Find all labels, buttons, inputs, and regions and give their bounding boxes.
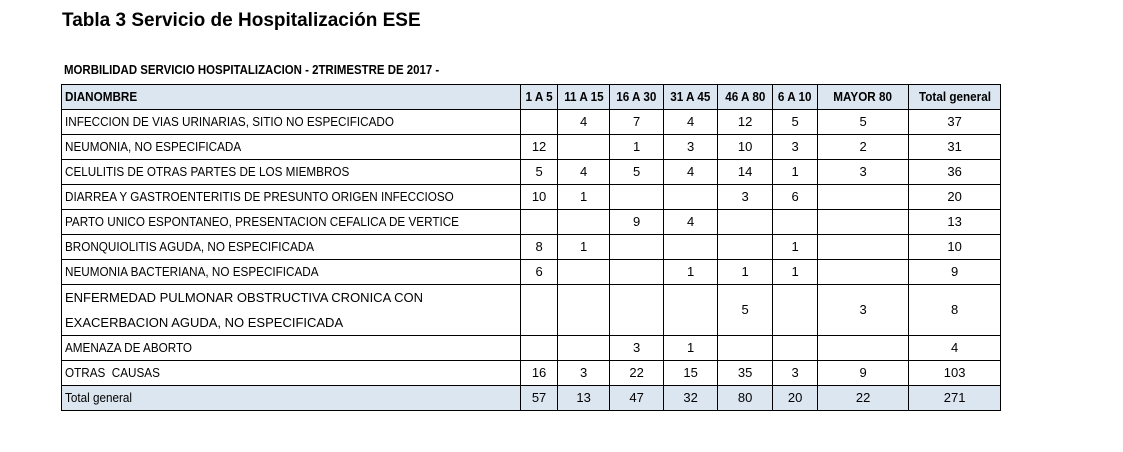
table-cell: 1	[773, 260, 818, 285]
table-cell: 5	[610, 160, 664, 185]
table-cell	[558, 135, 610, 160]
column-header-31-a-45: 31 A 45	[664, 85, 718, 110]
table-cell	[610, 185, 664, 210]
row-diagnosis-name: NEUMONIA, NO ESPECIFICADA	[62, 135, 521, 160]
table-cell: 32	[664, 386, 718, 411]
table-cell: 12	[521, 135, 558, 160]
column-header-11-a-15: 11 A 15	[558, 85, 610, 110]
row-total-cell: 103	[909, 361, 1001, 386]
row-total-cell: 36	[909, 160, 1001, 185]
table-cell: 22	[610, 361, 664, 386]
table-cell: 4	[664, 160, 718, 185]
table-cell: 3	[718, 185, 773, 210]
table-cell: 1	[718, 260, 773, 285]
table-row	[62, 336, 1001, 361]
table-cell	[558, 260, 610, 285]
table-cell: 5	[718, 285, 773, 336]
table-cell: 57	[521, 386, 558, 411]
row-diagnosis-name: OTRAS CAUSAS	[62, 361, 521, 386]
table-cell: 3	[558, 361, 610, 386]
column-header-mayor-80: MAYOR 80	[818, 85, 909, 110]
table-cell	[718, 235, 773, 260]
table-cell	[558, 210, 610, 235]
header-row	[62, 85, 1001, 110]
table-cell: 20	[773, 386, 818, 411]
table-cell: 5	[521, 160, 558, 185]
table-cell: 15	[664, 361, 718, 386]
table-cell: 13	[558, 386, 610, 411]
table-cell: 6	[773, 185, 818, 210]
table-cell: 10	[718, 135, 773, 160]
table-cell: 3	[610, 336, 664, 361]
row-total-cell: 31	[909, 135, 1001, 160]
table-cell: 4	[558, 110, 610, 135]
column-header-16-a-30: 16 A 30	[610, 85, 664, 110]
table-cell: 8	[521, 235, 558, 260]
row-total-cell: 10	[909, 235, 1001, 260]
table-cell	[521, 110, 558, 135]
table-cell: 4	[664, 110, 718, 135]
table-cell: 10	[521, 185, 558, 210]
table-cell	[521, 285, 558, 336]
column-header-total-general: Total general	[909, 85, 1001, 110]
table-row	[62, 110, 1001, 135]
row-diagnosis-name: INFECCION DE VIAS URINARIAS, SITIO NO ESPECIFICADO	[62, 110, 521, 135]
table-cell: 4	[558, 160, 610, 185]
table-row	[62, 185, 1001, 210]
table-cell	[818, 185, 909, 210]
table-cell: 47	[610, 386, 664, 411]
column-header-dianombre: DIANOMBRE	[62, 85, 521, 110]
row-diagnosis-name: BRONQUIOLITIS AGUDA, NO ESPECIFICADA	[62, 235, 521, 260]
total-row-label: Total general	[62, 386, 521, 411]
table-cell	[664, 235, 718, 260]
table-cell	[718, 210, 773, 235]
table-cell: 3	[773, 361, 818, 386]
table-cell	[558, 336, 610, 361]
row-diagnosis-name: ENFERMEDAD PULMONAR OBSTRUCTIVA CRONICA CON EXACERBACION AGUDA, NO ESPECIFICADA	[62, 285, 521, 336]
row-diagnosis-name: DIARREA Y GASTROENTERITIS DE PRESUNTO ORIGEN INFECCIOSO	[62, 185, 521, 210]
table-cell: 2	[818, 135, 909, 160]
table-row	[62, 235, 1001, 260]
table-cell: 14	[718, 160, 773, 185]
table-cell	[610, 260, 664, 285]
table-cell: 9	[610, 210, 664, 235]
table-row	[62, 210, 1001, 235]
table-row	[62, 135, 1001, 160]
table-cell: 1	[558, 185, 610, 210]
table-cell: 1	[664, 260, 718, 285]
table-cell	[718, 336, 773, 361]
table-caption: MORBILIDAD SERVICIO HOSPITALIZACION - 2TRIMESTRE DE 2017 -	[64, 62, 440, 77]
column-header-1-a-5: 1 A 5	[521, 85, 558, 110]
table-cell: 1	[773, 160, 818, 185]
row-diagnosis-name: CELULITIS DE OTRAS PARTES DE LOS MIEMBROS	[62, 160, 521, 185]
table-cell: 6	[521, 260, 558, 285]
table-cell: 80	[718, 386, 773, 411]
table-cell	[521, 336, 558, 361]
table-cell: 1	[558, 235, 610, 260]
table-cell	[818, 336, 909, 361]
table-cell	[521, 210, 558, 235]
table-row	[62, 361, 1001, 386]
total-row	[62, 386, 1001, 411]
table-cell: 12	[718, 110, 773, 135]
table-cell: 7	[610, 110, 664, 135]
table-cell: 3	[773, 135, 818, 160]
column-header-46-a-80: 46 A 80	[718, 85, 773, 110]
row-total-cell: 8	[909, 285, 1001, 336]
table-row	[62, 160, 1001, 185]
table-cell: 9	[818, 361, 909, 386]
morbidity-table	[61, 84, 1001, 411]
grand-total-cell: 271	[909, 386, 1001, 411]
row-diagnosis-name: NEUMONIA BACTERIANA, NO ESPECIFICADA	[62, 260, 521, 285]
table-cell	[818, 210, 909, 235]
table-cell: 1	[773, 235, 818, 260]
table-row	[62, 285, 1001, 336]
column-header-6-a-10: 6 A 10	[773, 85, 818, 110]
row-total-cell: 20	[909, 185, 1001, 210]
table-cell: 3	[664, 135, 718, 160]
table-cell: 35	[718, 361, 773, 386]
table-cell	[773, 336, 818, 361]
table-cell	[818, 260, 909, 285]
table-cell: 5	[818, 110, 909, 135]
table-cell	[558, 285, 610, 336]
row-total-cell: 4	[909, 336, 1001, 361]
table-cell	[773, 210, 818, 235]
row-diagnosis-name: AMENAZA DE ABORTO	[62, 336, 521, 361]
table-cell: 16	[521, 361, 558, 386]
table-cell: 3	[818, 285, 909, 336]
table-cell: 3	[818, 160, 909, 185]
table-cell	[610, 285, 664, 336]
row-total-cell: 13	[909, 210, 1001, 235]
table-cell	[610, 235, 664, 260]
row-total-cell: 9	[909, 260, 1001, 285]
table-row	[62, 260, 1001, 285]
table-cell	[773, 285, 818, 336]
table-cell: 1	[610, 135, 664, 160]
row-total-cell: 37	[909, 110, 1001, 135]
table-cell: 5	[773, 110, 818, 135]
row-diagnosis-name: PARTO UNICO ESPONTANEO, PRESENTACION CEFALICA DE VERTICE	[62, 210, 521, 235]
table-cell: 22	[818, 386, 909, 411]
table-cell: 1	[664, 336, 718, 361]
table-cell: 4	[664, 210, 718, 235]
table-cell	[664, 285, 718, 336]
table-cell	[818, 235, 909, 260]
document-title: Tabla 3 Servicio de Hospitalización ESE	[62, 10, 421, 31]
table-cell	[664, 185, 718, 210]
